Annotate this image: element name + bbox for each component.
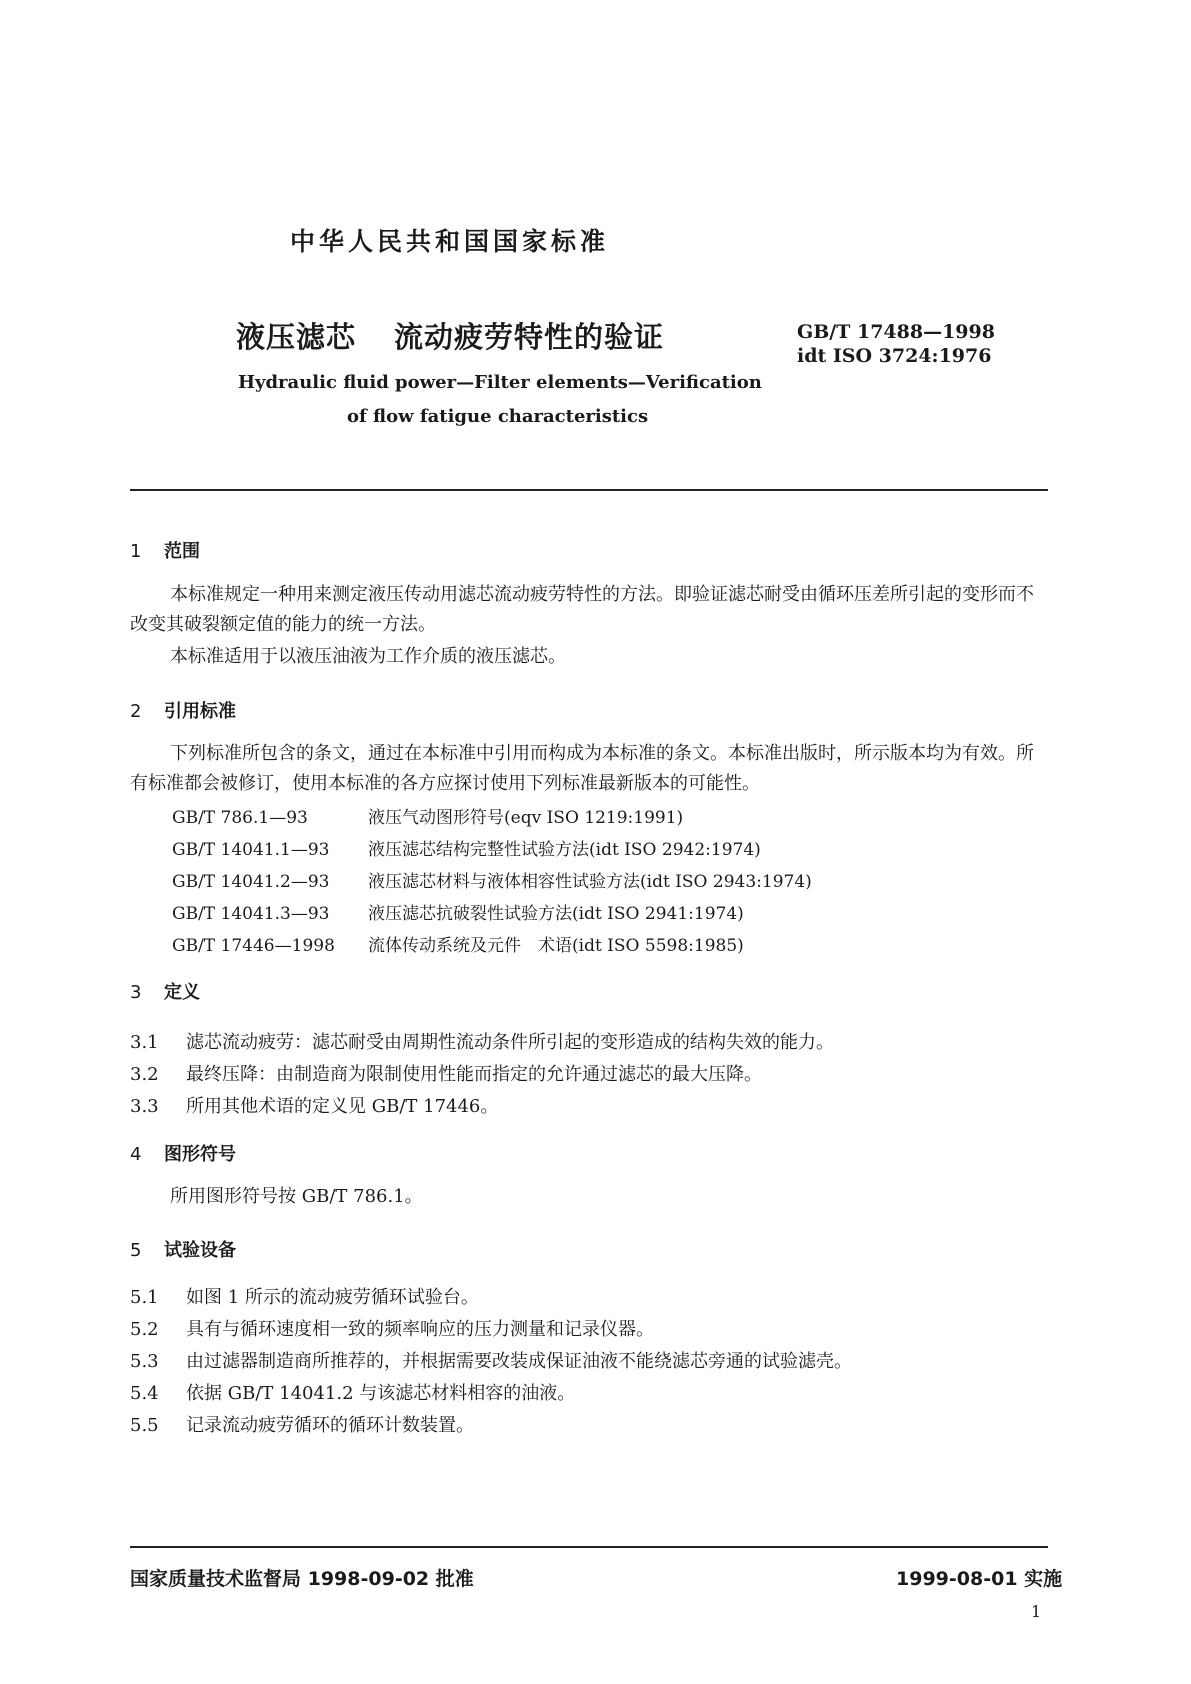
section-2-paragraph-1-text: 下列标准所包含的条文，通过在本标准中引用而构成为本标准的条文。本标准出版时，所示版本均为有效。所有标准都会被修订，使用本标准的各方应探讨使用下列标准最新版本的可能性。: [130, 743, 1034, 794]
section-1-paragraph-2-text: 本标准适用于以液压油液为工作介质的液压滤芯。: [170, 646, 566, 667]
section-1-title: 范围: [164, 541, 200, 562]
effective-date: 1999-08-01 实施: [896, 1568, 1063, 1590]
definition-text: 滤芯流动疲劳：滤芯耐受由周期性流动条件所引起的变形造成的结构失效的能力。: [186, 1032, 834, 1053]
reference-code: GB/T 14041.3—93: [172, 904, 330, 924]
standard-number: GB/T 17488—1998: [797, 321, 995, 343]
reference-item: [172, 931, 744, 956]
section-5-number: 5: [130, 1240, 142, 1261]
reference-item: [172, 835, 761, 860]
reference-code: GB/T 786.1—93: [172, 808, 308, 828]
standard-idt: idt ISO 3724:1976: [797, 345, 992, 367]
definition-item: [130, 1092, 498, 1118]
definition-text: 最终压降：由制造商为限制使用性能而指定的允许通过滤芯的最大压降。: [186, 1064, 762, 1085]
section-4-title: 图形符号: [164, 1144, 236, 1165]
section-2-heading: [130, 697, 236, 723]
definition-text: 所用其他术语的定义见 GB/T 17446。: [186, 1096, 499, 1117]
approval-date: 国家质量技术监督局 1998-09-02 批准: [130, 1568, 474, 1590]
equipment-number: 5.1: [130, 1287, 159, 1308]
english-title-line2: of flow fatigue characteristics: [347, 406, 649, 427]
section-1-paragraph-1: [130, 580, 1048, 640]
section-3-number: 3: [130, 982, 142, 1003]
section-5-title: 试验设备: [164, 1240, 236, 1261]
equipment-item: [130, 1379, 575, 1405]
definition-number: 3.2: [130, 1064, 159, 1085]
section-2-paragraph-1: [130, 739, 1048, 799]
equipment-text: 如图 1 所示的流动疲劳循环试验台。: [186, 1287, 479, 1308]
reference-code: GB/T 14041.2—93: [172, 872, 330, 892]
section-2-number: 2: [130, 701, 142, 722]
document-title: [236, 315, 664, 356]
section-1-paragraph-2: [130, 642, 1048, 672]
reference-title: 流体传动系统及元件 术语(idt ISO 5598:1985): [368, 936, 744, 956]
header-rule: [130, 489, 1048, 491]
reference-code: GB/T 14041.1—93: [172, 840, 330, 860]
definition-number: 3.3: [130, 1096, 159, 1117]
equipment-text: 具有与循环速度相一致的频率响应的压力测量和记录仪器。: [186, 1319, 654, 1340]
equipment-text: 由过滤器制造商所推荐的，并根据需要改装成保证油液不能绕滤芯旁通的试验滤壳。: [186, 1351, 852, 1372]
equipment-text: 记录流动疲劳循环的循环计数装置。: [186, 1415, 474, 1436]
equipment-item: [130, 1347, 852, 1373]
reference-item: [172, 899, 744, 924]
section-5-heading: [130, 1236, 236, 1262]
equipment-item: [130, 1283, 479, 1309]
equipment-item: [130, 1315, 654, 1341]
section-1-heading: [130, 537, 200, 563]
english-title-line1: Hydraulic fluid power—Filter elements—Verification: [238, 372, 762, 393]
reference-title: 液压滤芯抗破裂性试验方法(idt ISO 2941:1974): [368, 904, 744, 924]
section-1-paragraph-1-text: 本标准规定一种用来测定液压传动用滤芯流动疲劳特性的方法。即验证滤芯耐受由循环压差所引起的变形而不改变其破裂额定值的能力的统一方法。: [130, 584, 1034, 635]
section-4-heading: [130, 1140, 236, 1166]
definition-item: [130, 1028, 834, 1054]
section-1-number: 1: [130, 541, 142, 562]
section-4-number: 4: [130, 1144, 142, 1165]
definition-number: 3.1: [130, 1032, 159, 1053]
section-3-title: 定义: [164, 982, 200, 1003]
national-standard-heading: 中华人民共和国国家标准: [290, 227, 610, 256]
equipment-text: 依据 GB/T 14041.2 与该滤芯材料相容的油液。: [186, 1383, 576, 1404]
section-4-paragraph-1: [130, 1182, 1048, 1212]
equipment-number: 5.2: [130, 1319, 159, 1340]
reference-title: 液压滤芯材料与液体相容性试验方法(idt ISO 2943:1974): [368, 872, 812, 892]
equipment-item: [130, 1411, 474, 1437]
definition-item: [130, 1060, 762, 1086]
document-title-part2: 流动疲劳特性的验证: [394, 320, 665, 354]
section-3-heading: [130, 978, 200, 1004]
reference-title: 液压滤芯结构完整性试验方法(idt ISO 2942:1974): [368, 840, 761, 860]
reference-item: [172, 867, 812, 892]
equipment-number: 5.4: [130, 1383, 159, 1404]
section-2-title: 引用标准: [164, 701, 236, 722]
reference-title: 液压气动图形符号(eqv ISO 1219:1991): [368, 808, 684, 828]
page-number: 1: [1031, 1602, 1042, 1621]
footer-rule: [130, 1546, 1048, 1548]
document-title-part1: 液压滤芯: [236, 320, 357, 354]
reference-code: GB/T 17446—1998: [172, 936, 335, 956]
section-4-paragraph-1-text: 所用图形符号按 GB/T 786.1。: [170, 1186, 423, 1207]
equipment-number: 5.5: [130, 1415, 159, 1436]
equipment-number: 5.3: [130, 1351, 159, 1372]
reference-item: [172, 803, 683, 828]
